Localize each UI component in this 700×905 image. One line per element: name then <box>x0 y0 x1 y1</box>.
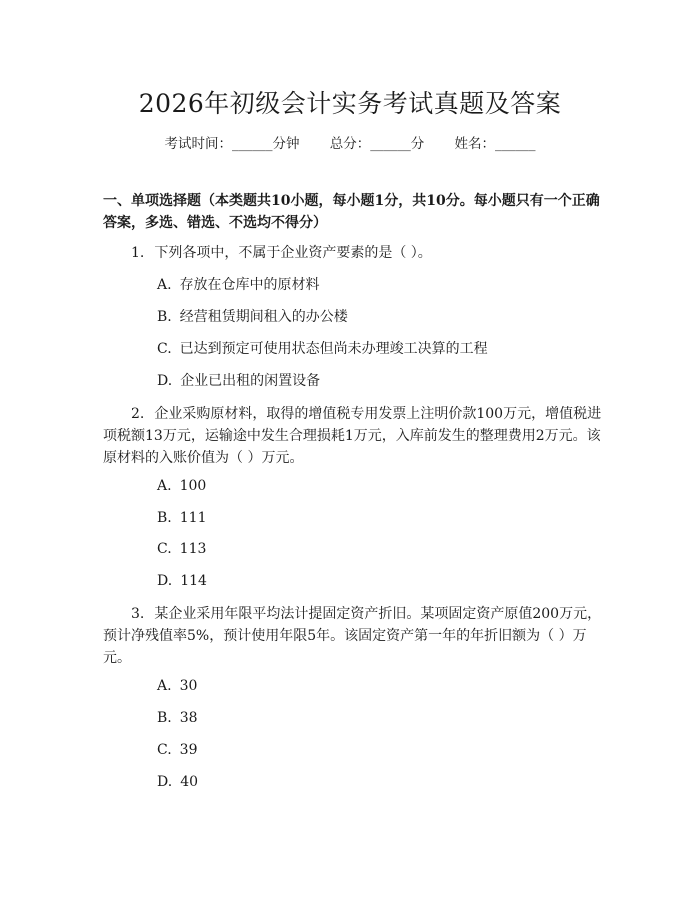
exam-time-field: 考试时间：______分钟 <box>164 136 300 152</box>
option-letter: A. <box>157 678 172 694</box>
option-text: 111 <box>179 510 207 526</box>
page-title: 2026年初级会计实务考试真题及答案 <box>138 89 562 118</box>
option-text: 39 <box>179 742 198 758</box>
question-3 <box>103 603 603 669</box>
option-text: 40 <box>180 774 199 790</box>
question-2 <box>103 403 603 469</box>
option-letter: A. <box>157 277 172 293</box>
option-letter: B. <box>157 309 172 325</box>
question-2-option-a <box>157 476 206 496</box>
question-3-option-c <box>157 740 198 760</box>
option-letter: D. <box>157 373 173 389</box>
option-text: 企业已出租的闲置设备 <box>180 373 321 389</box>
question-2-option-b <box>157 508 206 528</box>
option-text: 114 <box>180 573 207 589</box>
question-number: 3. <box>131 606 145 622</box>
question-3-option-a <box>157 676 197 696</box>
option-text: 已达到预定可使用状态但尚未办理竣工决算的工程 <box>179 341 488 357</box>
section-heading: 一、单项选择题（本类题共10小题，每小题1分，共10分。每小题只有一个正确答案，多选、错选、不选均不得分） <box>103 193 600 231</box>
question-3-option-b <box>157 708 198 728</box>
question-2-option-d <box>157 571 207 591</box>
question-text: 某企业采用年限平均法计提固定资产折旧。某项固定资产原值200万元，预计净残值率5%，预计使用年限5年。该固定资产第一年的年折旧额为（ ）万元。 <box>103 606 602 666</box>
option-text: 30 <box>179 678 198 694</box>
question-text: 企业采购原材料，取得的增值税专用发票上注明价款100万元，增值税进项税额13万元，运输途中发生合理损耗1万元，入库前发生的整理费用2万元。该原材料的入账价值为（ ）万元。 <box>103 406 602 466</box>
option-letter: C. <box>157 742 172 758</box>
option-text: 38 <box>179 710 198 726</box>
exam-meta <box>0 132 700 152</box>
option-letter: C. <box>157 541 172 557</box>
question-1-option-b <box>157 307 348 327</box>
option-text: 经营租赁期间租入的办公楼 <box>179 309 348 325</box>
option-letter: C. <box>157 341 172 357</box>
option-letter: B. <box>157 710 172 726</box>
question-3-option-d <box>157 772 198 792</box>
question-text: 下列各项中，不属于企业资产要素的是（ ）。 <box>154 245 432 261</box>
question-1-option-c <box>157 339 488 359</box>
question-1-option-a <box>157 275 320 295</box>
option-letter: B. <box>157 510 172 526</box>
student-name-field: 姓名：______ <box>454 136 536 152</box>
total-score-field: 总分：______分 <box>329 136 425 152</box>
option-text: 存放在仓库中的原材料 <box>179 277 320 293</box>
question-2-option-c <box>157 539 206 559</box>
option-text: 113 <box>179 541 207 557</box>
option-letter: D. <box>157 573 173 589</box>
option-letter: D. <box>157 774 173 790</box>
option-text: 100 <box>179 478 207 494</box>
question-1-option-d <box>157 371 320 391</box>
option-letter: A. <box>157 478 172 494</box>
question-number: 1. <box>131 245 145 261</box>
question-number: 2. <box>131 406 145 422</box>
question-1 <box>103 242 603 264</box>
